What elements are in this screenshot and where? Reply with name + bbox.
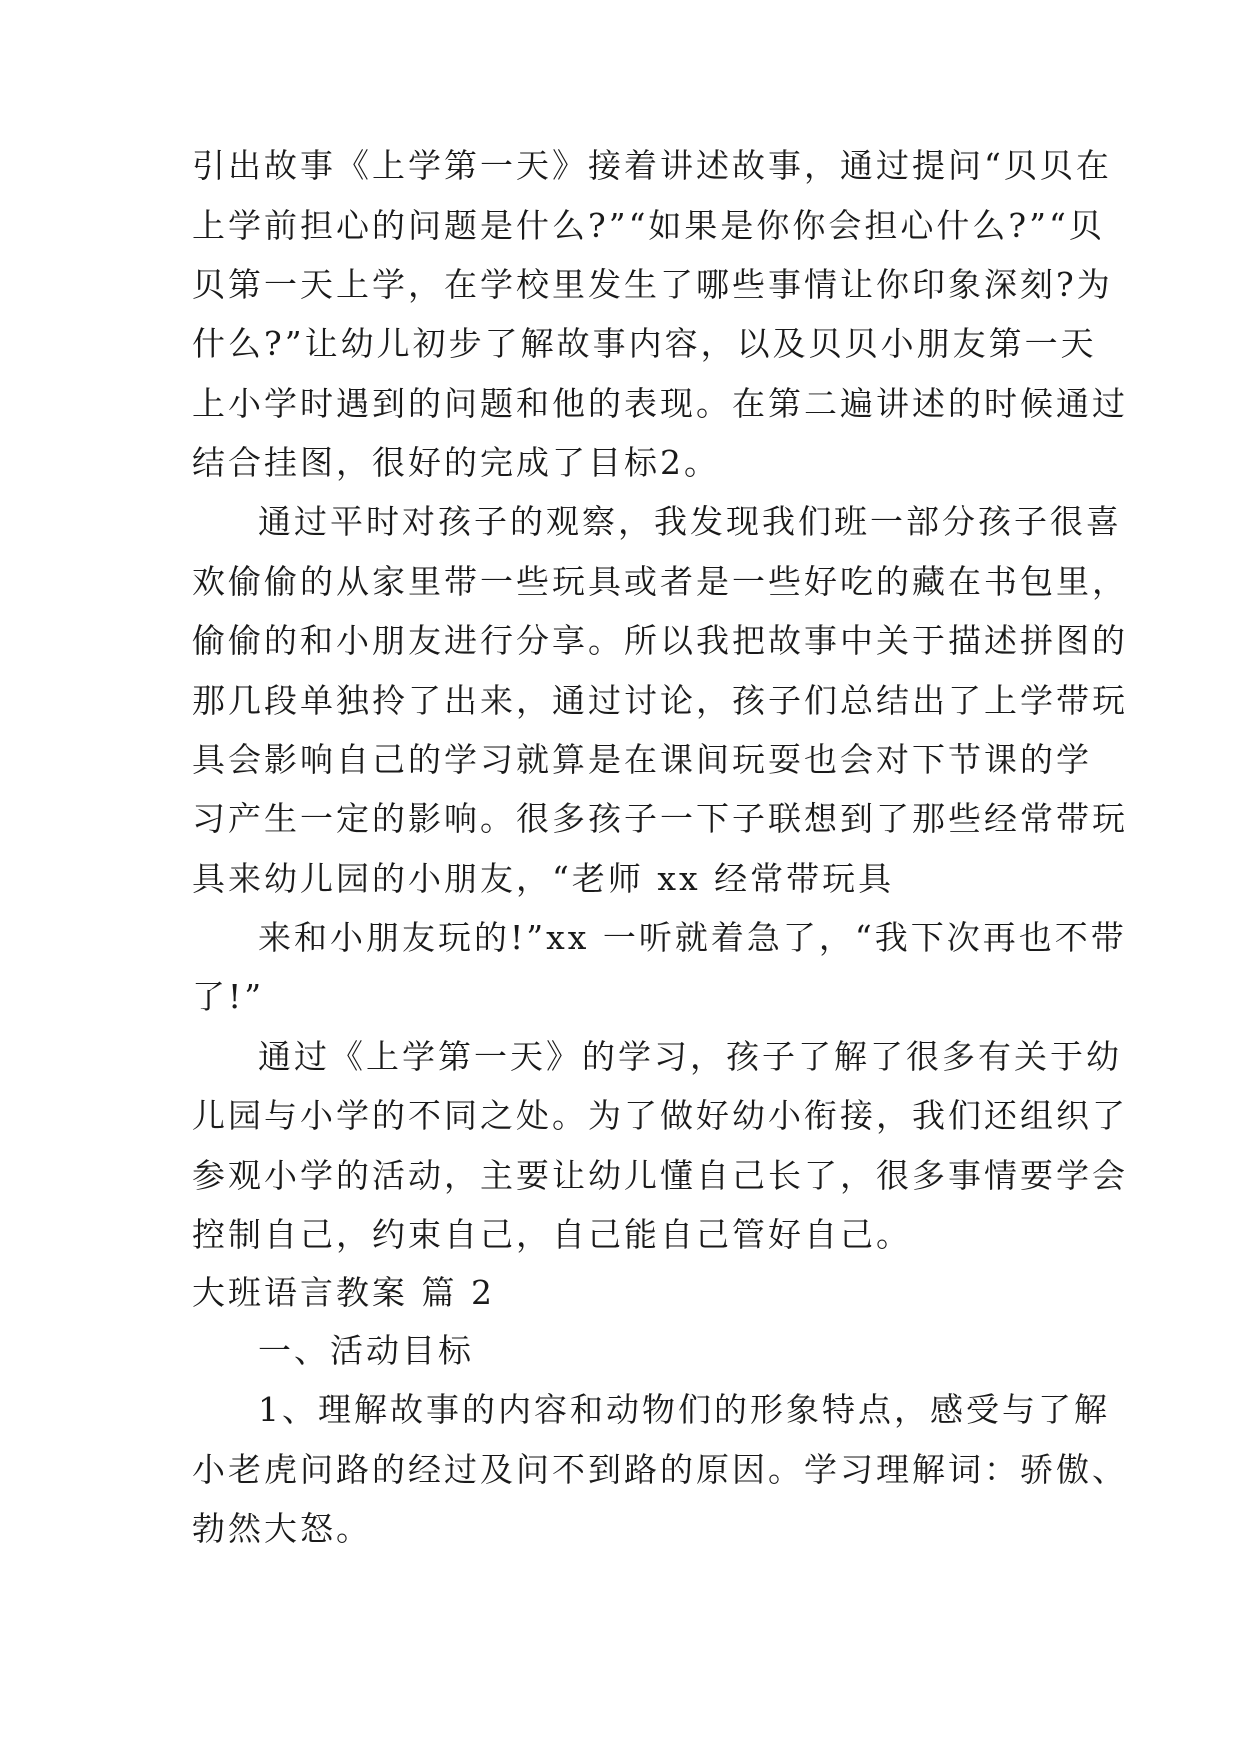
text-line: 结合挂图，很好的完成了目标2。 — [192, 443, 720, 482]
text-line: 来和小朋友玩的!”xx 一听就着急了，“我下次再也不带 — [258, 918, 1127, 957]
text-line: 小老虎问路的经过及问不到路的原因。学习理解词：骄傲、 — [192, 1450, 1128, 1489]
text-line: 引出故事《上学第一天》接着讲述故事，通过提问“贝贝在 — [192, 146, 1112, 185]
text-line: 具来幼儿园的小朋友，“老师 xx 经常带玩具 — [192, 859, 895, 898]
section-heading: 大班语言教案 篇 2 — [192, 1273, 495, 1312]
text-line: 了!” — [192, 977, 265, 1016]
text-line: 1、理解故事的内容和动物们的形象特点，感受与了解 — [258, 1390, 1110, 1429]
text-line: 欢偷偷的从家里带一些玩具或者是一些好吃的藏在书包里， — [192, 562, 1128, 601]
text-line: 具会影响自己的学习就算是在课间玩耍也会对下节课的学 — [192, 740, 1092, 779]
text-line: 习产生一定的影响。很多孩子一下子联想到了那些经常带玩 — [192, 799, 1128, 838]
text-line: 偷偷的和小朋友进行分享。所以我把故事中关于描述拼图的 — [192, 621, 1128, 660]
text-line: 什么?”让幼儿初步了解故事内容，以及贝贝小朋友第一天 — [192, 324, 1097, 363]
text-line: 参观小学的活动，主要让幼儿懂自己长了，很多事情要学会 — [192, 1156, 1128, 1195]
text-line: 控制自己，约束自己，自己能自己管好自己。 — [192, 1215, 912, 1254]
text-line: 通过平时对孩子的观察，我发现我们班一部分孩子很喜 — [258, 502, 1122, 541]
text-line: 勃然大怒。 — [192, 1509, 372, 1548]
text-line: 通过《上学第一天》的学习，孩子了解了很多有关于幼 — [258, 1037, 1122, 1076]
subsection-heading: 一、活动目标 — [258, 1331, 474, 1370]
text-line: 贝第一天上学，在学校里发生了哪些事情让你印象深刻?为 — [192, 265, 1113, 304]
text-line: 儿园与小学的不同之处。为了做好幼小衔接，我们还组织了 — [192, 1096, 1128, 1135]
text-line: 上小学时遇到的问题和他的表现。在第二遍讲述的时候通过 — [192, 384, 1128, 423]
text-line: 那几段单独拎了出来，通过讨论，孩子们总结出了上学带玩 — [192, 681, 1128, 720]
text-line: 上学前担心的问题是什么?”“如果是你你会担心什么?”“贝 — [192, 206, 1105, 245]
